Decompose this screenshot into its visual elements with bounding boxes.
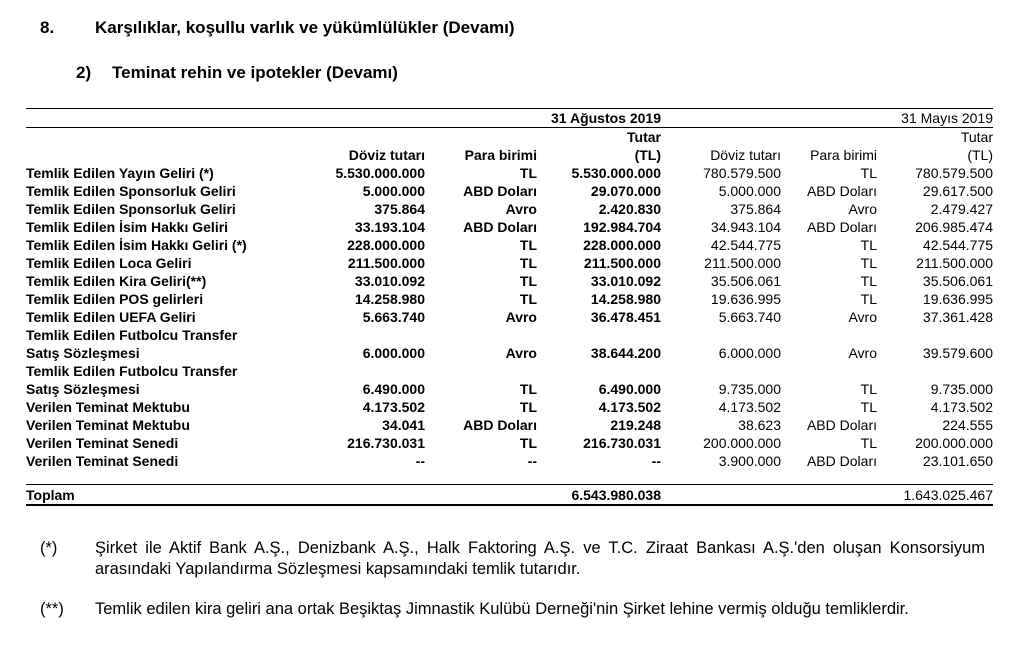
spacer-row	[26, 470, 993, 485]
subsection-heading	[76, 63, 398, 83]
prior-amount-tl: 224.555	[942, 417, 993, 433]
table-row	[26, 380, 993, 398]
column-header-row-1	[26, 128, 993, 147]
current-fx-amount: 14.258.980	[354, 291, 425, 307]
table-row-label-continuation	[26, 326, 993, 344]
current-currency: TL	[519, 291, 537, 307]
row-label: Temlik Edilen UEFA Geliri	[26, 309, 196, 325]
prior-fx-amount: 34.943.104	[710, 219, 781, 235]
prior-amount-tl: 780.579.500	[915, 165, 993, 181]
total-current: 6.543.980.038	[537, 485, 661, 506]
current-amount-header: Tutar	[627, 129, 661, 145]
prior-currency: TL	[860, 165, 877, 181]
period-header-row	[26, 109, 993, 128]
current-amount-tl: 33.010.092	[590, 273, 661, 289]
prior-amount-tl: 200.000.000	[915, 435, 993, 451]
total-row	[26, 485, 993, 506]
table-row	[26, 434, 993, 452]
empty-cell	[781, 326, 877, 344]
prior-currency: TL	[860, 381, 877, 397]
prior-currency: ABD Doları	[806, 453, 877, 469]
table-row	[26, 236, 993, 254]
prior-fx-amount: 35.506.061	[710, 273, 781, 289]
footnote-mark: (*)	[40, 539, 58, 557]
prior-fx-amount: 211.500.000	[704, 255, 781, 271]
empty-cell	[877, 362, 993, 380]
row-label: Verilen Teminat Senedi	[26, 435, 179, 451]
table-row	[26, 182, 993, 200]
current-amount-tl: 6.490.000	[598, 381, 661, 397]
current-fx-amount: 5.000.000	[362, 183, 425, 199]
current-currency: TL	[519, 273, 537, 289]
prior-amount-tl: 206.985.474	[915, 219, 993, 235]
table-row	[26, 254, 993, 272]
prior-amount-tl: 35.506.061	[922, 273, 993, 289]
prior-currency: TL	[860, 255, 877, 271]
prior-amount-header: Tutar	[960, 129, 993, 145]
current-amount-tl: 192.984.704	[583, 219, 661, 235]
prior-currency: TL	[860, 291, 877, 307]
prior-amount-tl: 211.500.000	[916, 255, 993, 271]
prior-currency: TL	[860, 273, 877, 289]
prior-amount-tl: 2.479.427	[930, 201, 993, 217]
empty-cell	[309, 362, 425, 380]
empty-cell	[537, 326, 661, 344]
current-fx-amount: --	[415, 453, 425, 469]
current-fx-amount: 5.663.740	[362, 309, 425, 325]
current-currency: ABD Doları	[463, 417, 537, 433]
prior-amount-tl: 29.617.500	[922, 183, 993, 199]
prior-fx-amount: 42.544.775	[710, 237, 781, 253]
current-amount-tl: 211.500.000	[583, 255, 661, 271]
current-currency: Avro	[505, 345, 537, 361]
subsection-title: Teminat rehin ve ipotekler (Devamı)	[112, 63, 398, 82]
current-fx-amount: 33.010.092	[354, 273, 425, 289]
current-fx-amount: 375.864	[374, 201, 425, 217]
empty-cell	[309, 485, 425, 506]
prior-fx-amount: 5.000.000	[718, 183, 781, 199]
row-label: Satış Sözleşmesi	[26, 345, 140, 361]
prior-fx-amount: 9.735.000	[718, 381, 781, 397]
prior-amount-unit: (TL)	[967, 147, 993, 163]
current-amount-unit: (TL)	[634, 147, 661, 163]
table-row	[26, 398, 993, 416]
current-fx-amount: 216.730.031	[347, 435, 425, 451]
prior-fx-amount: 38.623	[738, 417, 781, 433]
row-label: Temlik Edilen Futbolcu Transfer	[26, 327, 238, 343]
prior-fx-amount: 780.579.500	[703, 165, 781, 181]
row-label: Verilen Teminat Mektubu	[26, 417, 190, 433]
current-amount-tl: 29.070.000	[590, 183, 661, 199]
empty-cell	[781, 485, 877, 506]
current-amount-tl: 36.478.451	[590, 309, 661, 325]
current-currency: TL	[519, 381, 537, 397]
current-currency: Avro	[505, 309, 537, 325]
current-fx-amount: 6.490.000	[362, 381, 425, 397]
prior-currency: TL	[860, 435, 877, 451]
table-row	[26, 200, 993, 218]
current-currency: TL	[519, 165, 537, 181]
current-currency: TL	[519, 237, 537, 253]
current-amount-tl: 228.000.000	[583, 237, 661, 253]
table-row	[26, 272, 993, 290]
prior-amount-tl: 23.101.650	[922, 453, 993, 469]
prior-period-label: 31 Mayıs 2019	[877, 109, 993, 128]
table-row-label-continuation	[26, 362, 993, 380]
empty-cell	[661, 362, 781, 380]
prior-amount-tl: 42.544.775	[922, 237, 993, 253]
prior-fx-amount: 3.900.000	[718, 453, 781, 469]
current-fx-amount: 228.000.000	[347, 237, 425, 253]
empty-cell	[309, 326, 425, 344]
table-row	[26, 416, 993, 434]
current-fx-amount: 34.041	[382, 417, 425, 433]
table-row	[26, 344, 993, 362]
total-prior: 1.643.025.467	[877, 485, 993, 506]
row-label: Temlik Edilen İsim Hakkı Geliri	[26, 219, 229, 235]
current-amount-tl: 4.173.502	[598, 399, 661, 415]
table-row	[26, 290, 993, 308]
prior-amount-tl: 9.735.000	[930, 381, 993, 397]
prior-currency: Avro	[848, 309, 877, 325]
prior-fx-amount: 6.000.000	[718, 345, 781, 361]
prior-currency: TL	[860, 237, 877, 253]
current-currency: ABD Doları	[463, 219, 537, 235]
row-label: Temlik Edilen Sponsorluk Geliri	[26, 201, 236, 217]
prior-fx-amount: 5.663.740	[718, 309, 781, 325]
current-fx-amount: 4.173.502	[362, 399, 425, 415]
current-currency: TL	[519, 399, 537, 415]
current-currency: Avro	[505, 201, 537, 217]
empty-cell	[661, 485, 781, 506]
current-amount-tl: 2.420.830	[598, 201, 661, 217]
current-fx-amount: 33.193.104	[354, 219, 425, 235]
prior-amount-tl: 39.579.600	[922, 345, 993, 361]
prior-currency: ABD Doları	[806, 183, 877, 199]
current-currency: TL	[519, 435, 537, 451]
table-row	[26, 218, 993, 236]
empty-cell	[877, 326, 993, 344]
prior-fx-amount: 4.173.502	[718, 399, 781, 415]
row-label: Temlik Edilen Yayın Geliri (*)	[26, 165, 214, 181]
section-heading	[40, 18, 515, 38]
prior-currency: TL	[860, 399, 877, 415]
current-currency: ABD Doları	[463, 183, 537, 199]
subsection-number: 2)	[76, 63, 92, 82]
table-row	[26, 164, 993, 182]
total-label: Toplam	[26, 485, 309, 506]
prior-currency: ABD Doları	[806, 417, 877, 433]
current-currency-header: Para birimi	[464, 147, 537, 163]
row-label: Temlik Edilen Kira Geliri(**)	[26, 273, 207, 289]
prior-currency-header: Para birimi	[810, 147, 877, 163]
row-label: Temlik Edilen Futbolcu Transfer	[26, 363, 238, 379]
prior-amount-tl: 37.361.428	[922, 309, 993, 325]
empty-cell	[781, 362, 877, 380]
current-amount-tl: --	[651, 453, 661, 469]
current-fx-amount: 5.530.000.000	[335, 165, 425, 181]
row-label: Satış Sözleşmesi	[26, 381, 140, 397]
row-label: Verilen Teminat Mektubu	[26, 399, 190, 415]
prior-currency: Avro	[848, 201, 877, 217]
table-row	[26, 308, 993, 326]
current-period-label: 31 Ağustos 2019	[537, 109, 661, 128]
current-fx-amount: 211.500.000	[347, 255, 425, 271]
current-currency: --	[527, 453, 537, 469]
row-label: Temlik Edilen Loca Geliri	[26, 255, 192, 271]
current-fx-header: Döviz tutarı	[348, 147, 425, 163]
prior-fx-amount: 19.636.995	[710, 291, 781, 307]
current-amount-tl: 216.730.031	[583, 435, 661, 451]
footnote-text: Temlik edilen kira geliri ana ortak Beşiktaş Jimnastik Kulübü Derneği'nin Şirket lehine vermiş olduğu temliklerdir.	[95, 600, 909, 618]
section-number: 8.	[40, 18, 55, 37]
footnote-text: Şirket ile Aktif Bank A.Ş., Denizbank A.Ş., Halk Faktoring A.Ş. ve T.C. Ziraat Bankası A.Ş.'den oluşan Konsorsiyum arasındaki Yapılandırma Sözleşmesi kapsamındaki temlik tutarıdır.	[95, 539, 985, 578]
prior-currency: ABD Doları	[806, 219, 877, 235]
section-title: Karşılıklar, koşullu varlık ve yükümlülükler (Devamı)	[95, 18, 515, 37]
empty-cell	[661, 326, 781, 344]
current-fx-amount: 6.000.000	[362, 345, 425, 361]
prior-fx-amount: 200.000.000	[703, 435, 781, 451]
current-amount-tl: 219.248	[610, 417, 661, 433]
current-currency: TL	[519, 255, 537, 271]
current-amount-tl: 38.644.200	[590, 345, 661, 361]
empty-cell	[425, 362, 537, 380]
collateral-table	[26, 108, 993, 506]
row-label: Verilen Teminat Senedi	[26, 453, 179, 469]
row-label: Temlik Edilen İsim Hakkı Geliri (*)	[26, 237, 247, 253]
prior-fx-amount: 375.864	[730, 201, 781, 217]
current-amount-tl: 14.258.980	[590, 291, 661, 307]
current-amount-tl: 5.530.000.000	[571, 165, 661, 181]
row-label: Temlik Edilen POS gelirleri	[26, 291, 204, 307]
prior-currency: Avro	[848, 345, 877, 361]
prior-amount-tl: 19.636.995	[922, 291, 993, 307]
table-row	[26, 452, 993, 470]
row-label: Temlik Edilen Sponsorluk Geliri	[26, 183, 236, 199]
prior-amount-tl: 4.173.502	[930, 399, 993, 415]
empty-cell	[537, 362, 661, 380]
prior-fx-header: Döviz tutarı	[710, 147, 781, 163]
empty-cell	[425, 326, 537, 344]
footnote-mark: (**)	[40, 600, 64, 618]
empty-cell	[425, 485, 537, 506]
column-header-row-2	[26, 146, 993, 164]
